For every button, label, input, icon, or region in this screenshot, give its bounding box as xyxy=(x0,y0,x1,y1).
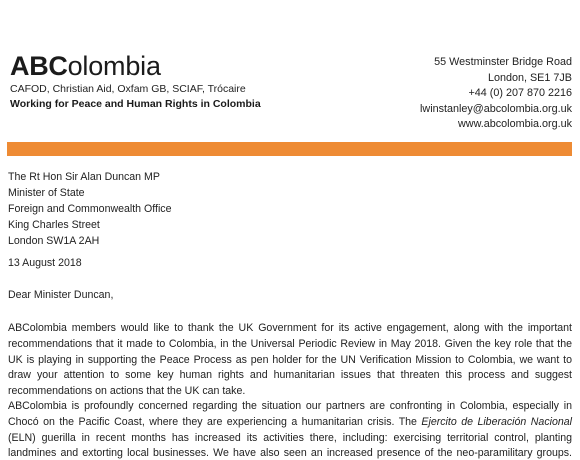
letter-date: 13 August 2018 xyxy=(8,257,82,269)
paragraph-1-line: ABColombia members would like to thank the UK Government for its active engagement, along with the important xyxy=(8,322,572,334)
member-organizations: CAFOD, Christian Aid, Oxfam GB, SCIAF, Trócaire xyxy=(10,83,246,95)
address-email: lwinstanley@abcolombia.org.uk xyxy=(420,102,572,115)
recipient-city: London SW1A 2AH xyxy=(8,235,100,247)
recipient-title: Minister of State xyxy=(8,187,85,199)
abcolombia-logo xyxy=(10,53,161,80)
recipient-address xyxy=(8,169,172,249)
recipient-office: Foreign and Commonwealth Office xyxy=(8,203,172,215)
address-website: www.abcolombia.org.uk xyxy=(457,118,572,131)
salutation: Dear Minister Duncan, xyxy=(8,289,114,301)
paragraph-1-line: recommendations that it made to Colombia, in the Universal Periodic Review in May 2018. Given the key role that the xyxy=(8,337,572,350)
address-phone: +44 (0) 207 870 2216 xyxy=(468,87,572,100)
letterhead-divider-bar xyxy=(7,142,572,156)
paragraph-1-line: recommendations on actions that the UK can take. xyxy=(8,385,246,398)
letterhead xyxy=(0,0,580,140)
logo-regular-text: olombia xyxy=(67,51,161,81)
paragraph-1-line: draw your attention to some key human rights and humanitarian issues that threaten this process and suggest xyxy=(8,369,572,382)
sender-address xyxy=(420,55,572,133)
recipient-name: The Rt Hon Sir Alan Duncan MP xyxy=(8,171,160,183)
logo-bold-text: ABC xyxy=(10,51,68,81)
paragraph-2-line xyxy=(8,415,572,431)
paragraph-2-line: ABColombia is profoundly concerned regarding the situation our partners are confronting in Colombia, especially in xyxy=(8,400,572,412)
address-street: 55 Westminster Bridge Road xyxy=(434,56,572,68)
recipient-street: King Charles Street xyxy=(8,219,100,231)
paragraph-1 xyxy=(8,321,572,400)
paragraph-1-line: UK is playing in supporting the Peace Process as pen holder for the UN Verification Mission to Colombia, we want to xyxy=(8,353,572,366)
eln-name-italic: Ejercito de Liberación Nacional xyxy=(421,415,573,428)
paragraph-2 xyxy=(8,399,572,460)
paragraph-2-line: (ELN) guerilla in recent months has increased its activities there, including: exercising territorial control, planting xyxy=(8,431,572,444)
paragraph-2-text: Chocó on the Pacific Coast, where they are experiencing a humanitarian crisis. The xyxy=(8,415,422,428)
tagline: Working for Peace and Human Rights in Colombia xyxy=(10,98,261,110)
address-city: London, SE1 7JB xyxy=(487,71,572,84)
paragraph-2-line: landmines and extorting local businesses. We have also seen an increased presence of the neo-paramilitary groups. xyxy=(8,447,572,460)
